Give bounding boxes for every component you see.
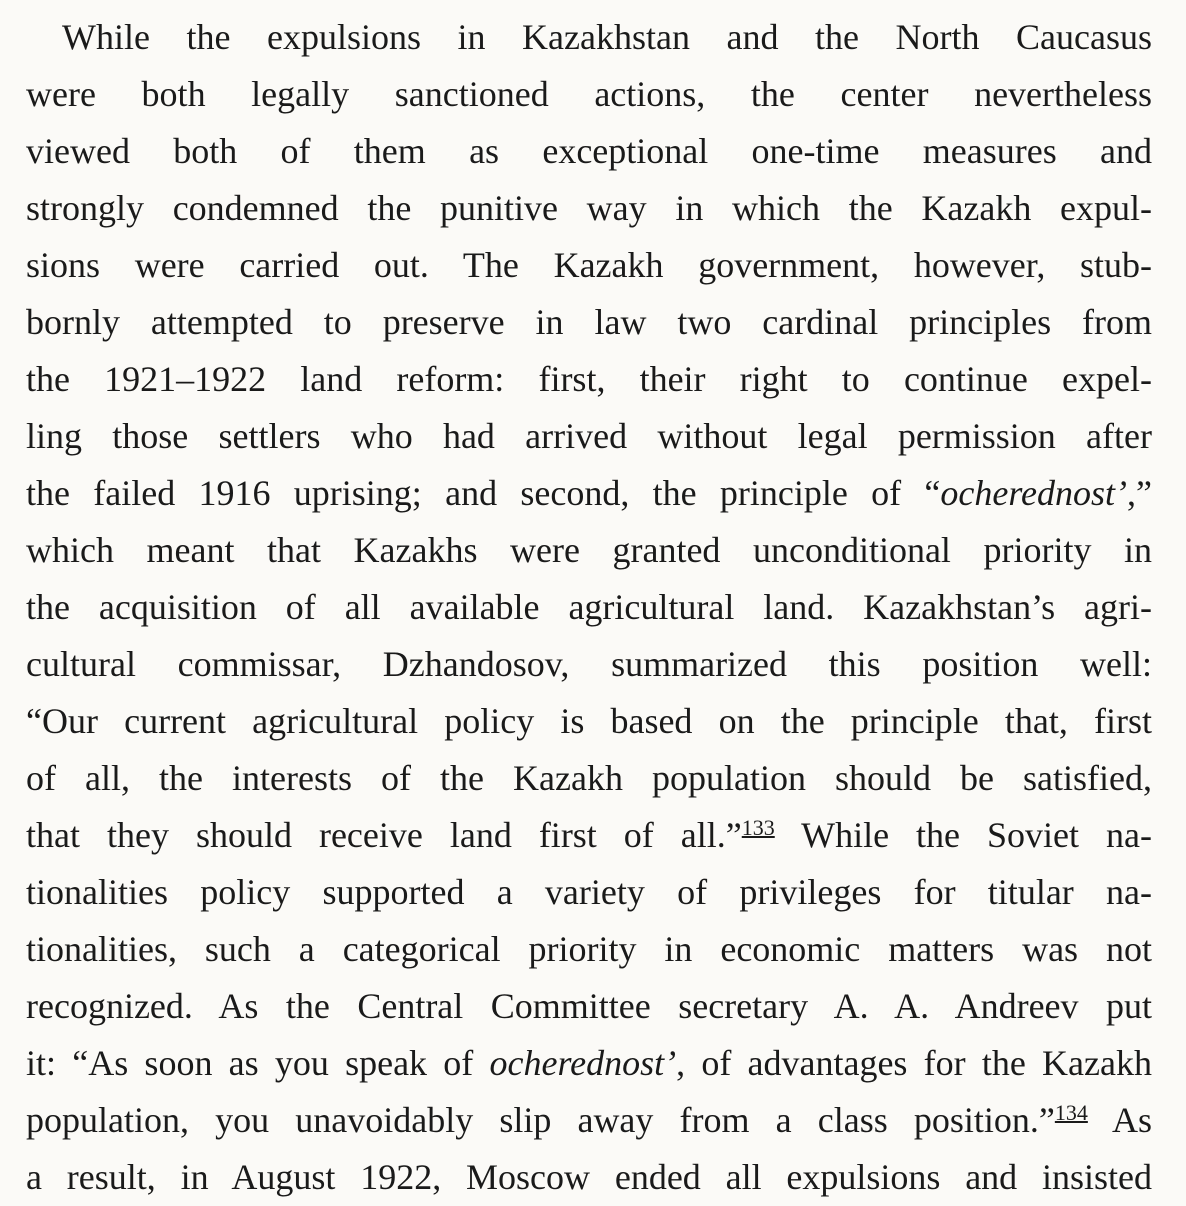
text-line — [26, 978, 1152, 1035]
text-line — [26, 465, 1152, 522]
text-line — [26, 750, 1152, 807]
footnote-ref: 133 — [741, 815, 775, 840]
text-run: sions were carried out. The Kazakh government, however, stub- — [26, 245, 1152, 285]
text-run: tionalities policy supported a variety of privileges for titular na- — [26, 872, 1152, 912]
text-run: a result, in August 1922, Moscow ended all expulsions and insisted — [26, 1157, 1152, 1197]
text-run: As — [1087, 1100, 1152, 1140]
text-run: , of advantages for the Kazakh — [676, 1043, 1152, 1083]
text-run: of all, the interests of the Kazakh population should be satisfied, — [26, 758, 1152, 798]
text-run: bornly attempted to preserve in law two cardinal principles from — [26, 302, 1152, 342]
text-line — [26, 579, 1152, 636]
text-line — [26, 1035, 1152, 1092]
text-run: population, you unavoidably slip away from a class position.” — [26, 1100, 1055, 1140]
text-line — [26, 636, 1152, 693]
text-run: tionalities, such a categorical priority in economic matters was not — [26, 929, 1152, 969]
text-run: While the Soviet na- — [774, 815, 1152, 855]
text-run: ,” — [1127, 473, 1152, 513]
text-line — [26, 1149, 1152, 1206]
text-line — [26, 522, 1152, 579]
text-run: which meant that Kazakhs were granted unconditional priority in — [26, 530, 1152, 570]
text-run: recognized. As the Central Committee secretary A. A. Andreev put — [26, 986, 1152, 1026]
text-run: the acquisition of all available agricultural land. Kazakhstan’s agri- — [26, 587, 1152, 627]
text-line — [26, 9, 1152, 66]
footnote-ref: 134 — [1054, 1100, 1088, 1125]
text-line — [26, 294, 1152, 351]
text-run: the failed 1916 uprising; and second, the principle of “ — [26, 473, 941, 513]
text-line — [26, 123, 1152, 180]
text-run: viewed both of them as exceptional one-time measures and — [26, 131, 1152, 171]
text-run: it: “As soon as you speak of — [26, 1043, 490, 1083]
text-run: cultural commissar, Dzhandosov, summarized this position well: — [26, 644, 1152, 684]
italic-term: ocherednost’ — [489, 1043, 677, 1083]
text-run: “Our current agricultural policy is based on the principle that, first — [26, 701, 1152, 741]
body-paragraph — [26, 9, 1152, 1206]
text-run: ling those settlers who had arrived without legal permission after — [26, 416, 1152, 456]
text-run: were both legally sanctioned actions, the center nevertheless — [26, 74, 1152, 114]
text-run: that they should receive land first of all.” — [26, 815, 742, 855]
text-line — [26, 1092, 1152, 1149]
text-line — [26, 807, 1152, 864]
text-line — [26, 180, 1152, 237]
text-run: While the expulsions in Kazakhstan and the North Caucasus — [62, 17, 1152, 57]
italic-term: ocherednost’ — [940, 473, 1128, 513]
text-run: the 1921–1922 land reform: first, their right to continue expel- — [26, 359, 1152, 399]
text-line — [26, 864, 1152, 921]
text-line — [26, 351, 1152, 408]
text-line — [26, 237, 1152, 294]
text-run: strongly condemned the punitive way in which the Kazakh expul- — [26, 188, 1152, 228]
text-line — [26, 66, 1152, 123]
text-line — [26, 408, 1152, 465]
text-line — [26, 921, 1152, 978]
text-line — [26, 693, 1152, 750]
